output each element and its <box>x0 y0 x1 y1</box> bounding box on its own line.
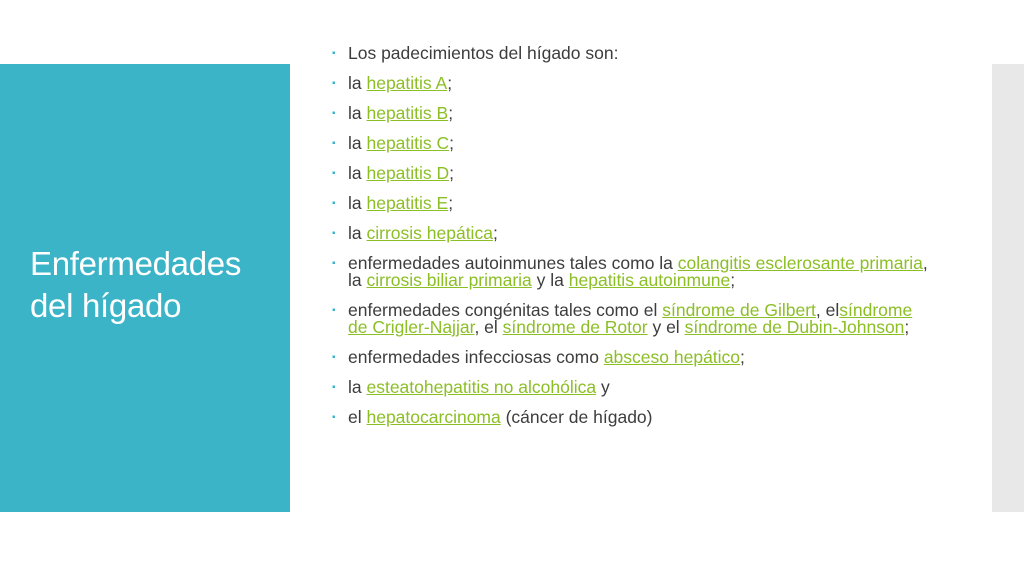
list-item-link[interactable]: cirrosis biliar primaria <box>366 270 532 290</box>
bullet-icon: ▪ <box>332 198 336 209</box>
list-item <box>330 105 930 122</box>
list-item-text: , el <box>474 317 503 337</box>
list-item <box>330 349 930 366</box>
list-item-link[interactable]: esteatohepatitis no alcohólica <box>366 377 597 397</box>
list-item-text: ; <box>730 270 736 290</box>
list-item-link[interactable]: síndrome de Crigler-Najjar <box>348 300 913 337</box>
list-item-text: la <box>348 163 367 183</box>
list-item <box>330 45 930 62</box>
list-item-text: y <box>596 377 610 397</box>
bullet-icon: ▪ <box>332 168 336 179</box>
list-item <box>330 379 930 396</box>
list-item <box>330 135 930 152</box>
list-item-text: la <box>348 223 367 243</box>
list-item-text: (cáncer de hígado) <box>500 407 653 427</box>
list-item <box>330 225 930 242</box>
list-item-text: ; <box>449 163 455 183</box>
list-item-text: ; <box>492 223 498 243</box>
bullet-icon: ▪ <box>332 382 336 393</box>
bullet-icon: ▪ <box>332 228 336 239</box>
list-item-link[interactable]: absceso hepático <box>603 347 741 367</box>
list-item-text: ; <box>447 73 453 93</box>
slide-title: Enfermedades del hígado <box>30 245 242 324</box>
list-item-text: ; <box>448 193 454 213</box>
list-item-link[interactable]: hepatocarcinoma <box>366 407 501 427</box>
bullet-icon: ▪ <box>332 108 336 119</box>
list-item <box>330 75 930 92</box>
list-item-link[interactable]: hepatitis autoinmune <box>568 270 731 290</box>
list-item-text: , la <box>348 253 928 290</box>
bullet-icon: ▪ <box>332 412 336 423</box>
list-item-text: ; <box>904 317 910 337</box>
bullet-icon: ▪ <box>332 78 336 89</box>
bullet-icon: ▪ <box>332 138 336 149</box>
list-item-text: ; <box>449 133 455 153</box>
list-item-text: ; <box>448 103 454 123</box>
list-item-link[interactable]: hepatitis B <box>366 103 449 123</box>
bullet-icon: ▪ <box>332 48 336 59</box>
list-item-text: la <box>348 377 367 397</box>
bullet-icon: ▪ <box>332 352 336 363</box>
list-item-text: enfermedades autoinmunes tales como la <box>348 253 678 273</box>
list-item-text: y el <box>647 317 685 337</box>
bullet-list <box>330 45 930 439</box>
list-item-text: , el <box>815 300 840 320</box>
list-item <box>330 195 930 212</box>
list-item-link[interactable]: hepatitis C <box>366 133 450 153</box>
list-item-text: la <box>348 103 367 123</box>
list-item-text: enfermedades infecciosas como <box>348 347 604 367</box>
list-item-link[interactable]: síndrome de Gilbert <box>662 300 816 320</box>
list-item-link[interactable]: colangitis esclerosante primaria <box>677 253 923 273</box>
list-item-text: la <box>348 133 367 153</box>
right-accent-bar <box>992 64 1024 512</box>
list-item-link[interactable]: cirrosis hepática <box>366 223 493 243</box>
list-item-link[interactable]: hepatitis A <box>366 73 448 93</box>
list-item-text: y la <box>531 270 569 290</box>
list-item-text: la <box>348 193 367 213</box>
list-item-link[interactable]: hepatitis D <box>366 163 450 183</box>
list-item <box>330 409 930 426</box>
list-item <box>330 302 930 336</box>
list-item-link[interactable]: hepatitis E <box>366 193 449 213</box>
list-item-text: la <box>348 73 367 93</box>
list-item-link[interactable]: síndrome de Dubin-Johnson <box>684 317 905 337</box>
list-item-text: enfermedades congénitas tales como el <box>348 300 663 320</box>
bullet-icon: ▪ <box>332 258 336 269</box>
list-item <box>330 165 930 182</box>
list-item-text: ; <box>740 347 745 367</box>
bullet-icon: ▪ <box>332 305 336 316</box>
list-item-text: Los padecimientos del hígado son: <box>348 43 619 63</box>
list-item <box>330 255 930 289</box>
list-item-link[interactable]: síndrome de Rotor <box>502 317 648 337</box>
list-item-text: el <box>348 407 367 427</box>
